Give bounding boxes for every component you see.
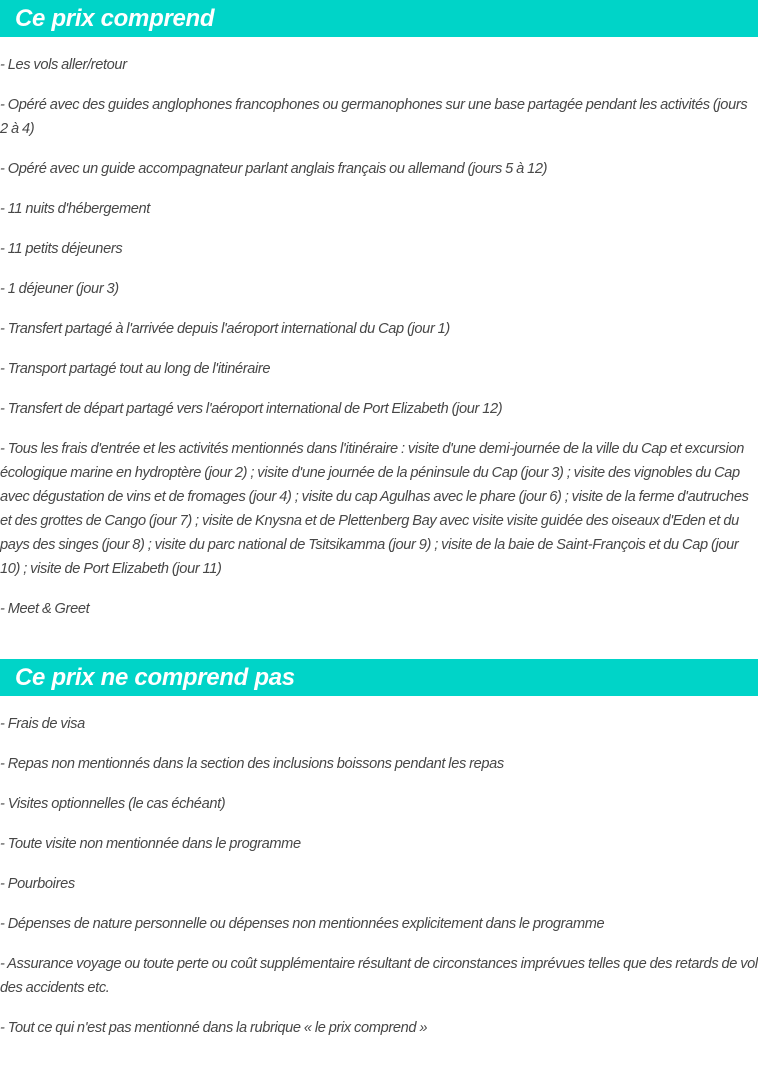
- price-excludes-title: Ce prix ne comprend pas: [15, 663, 295, 691]
- list-item: - Tout ce qui n'est pas mentionné dans la rubrique « le prix comprend »: [0, 1020, 428, 1036]
- list-item: - Meet & Greet: [0, 601, 90, 617]
- list-item: - Dépenses de nature personnelle ou dépenses non mentionnées explicitement dans le programme: [0, 916, 605, 932]
- list-item: - Transfert partagé à l'arrivée depuis l'aéroport international du Cap (jour 1): [0, 321, 450, 337]
- list-item: - 11 petits déjeuners: [0, 241, 123, 257]
- list-item: - Transport partagé tout au long de l'itinéraire: [0, 361, 271, 377]
- list-item: - Toute visite non mentionnée dans le programme: [0, 836, 301, 852]
- list-item: - Assurance voyage ou toute perte ou coût supplémentaire résultant de circonstances imprévues telles que des retards de vol des accidents etc.: [0, 956, 758, 996]
- list-item: - 11 nuits d'hébergement: [0, 201, 151, 217]
- price-excludes-section: [0, 659, 758, 1040]
- list-item: - Opéré avec des guides anglophones francophones ou germanophones sur une base partagée pendant les activités (jours 2 à 4): [0, 97, 748, 137]
- price-includes-header: [0, 0, 758, 37]
- list-item: - Opéré avec un guide accompagnateur parlant anglais français ou allemand (jours 5 à 12): [0, 161, 548, 177]
- list-item: - Tous les frais d'entrée et les activités mentionnés dans l'itinéraire : visite d'une demi-journée de la ville du Cap et excursion écologique marine en hydroptère (jour 2) ; visite d'une journée de la péninsule du Cap (jour 3) ; visite des vignobles du Cap avec dégustation de vins et de fromages (jour 4) ; visite du cap Agulhas avec le phare (jour 6) ; visite de la ferme d'autruches et des grottes de Cango (jour 7) ; visite de Knysna et de Plettenberg Bay avec visite visite guidée des oiseaux d'Eden et du pays des singes (jour 8) ; visite du parc national de Tsitsikamma (jour 9) ; visite de la baie de Saint-François et du Cap (jour 10) ; visite de Port Elizabeth (jour 11): [0, 441, 749, 577]
- list-item: - Transfert de départ partagé vers l'aéroport international de Port Elizabeth (jour 12): [0, 401, 503, 417]
- list-item: - Visites optionnelles (le cas échéant): [0, 796, 226, 812]
- list-item: - Frais de visa: [0, 716, 85, 732]
- list-item: - Les vols aller/retour: [0, 57, 127, 73]
- price-excludes-header: [0, 659, 758, 696]
- list-item: - Repas non mentionnés dans la section des inclusions boissons pendant les repas: [0, 756, 504, 772]
- price-excludes-list: [0, 712, 758, 1040]
- list-item: - 1 déjeuner (jour 3): [0, 281, 119, 297]
- list-item: - Pourboires: [0, 876, 75, 892]
- price-includes-title: Ce prix comprend: [15, 4, 215, 32]
- price-includes-list: [0, 53, 758, 621]
